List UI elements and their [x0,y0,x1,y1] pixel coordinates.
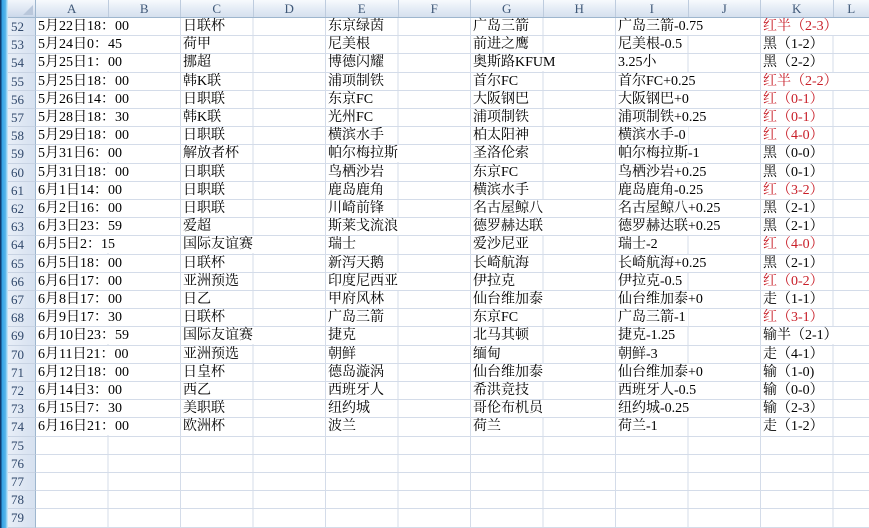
cell-result[interactable]: 走（4-1） [763,346,824,362]
cell-league[interactable]: 挪超 [183,55,211,71]
cell-away[interactable]: 缅甸 [473,346,501,362]
table-row [0,418,869,436]
row-header[interactable]: 68 [0,309,36,327]
cell-date[interactable]: 5月24日0：45 [38,37,122,53]
row-header[interactable]: 78 [0,491,36,509]
row-body[interactable] [36,346,869,364]
cell-date[interactable]: 5月25日18：00 [38,73,129,89]
cell-bet[interactable]: 荷兰-1 [618,419,658,435]
cell-league[interactable]: 日职联 [183,128,225,144]
cell-result[interactable]: 红（4-0） [763,128,824,144]
row-body[interactable] [36,327,869,345]
cell-away[interactable]: 仙台维加泰 [473,364,543,380]
cell-league[interactable]: 日职联 [183,182,225,198]
row-body[interactable] [36,509,869,527]
cell-result[interactable]: 红（3-2） [763,182,824,198]
cell-away[interactable]: 东京FC [473,164,519,180]
cell-date[interactable]: 5月22日18：00 [38,19,129,34]
cell-result[interactable]: 黑（2-1） [763,201,824,217]
row-header[interactable]: 69 [0,327,36,345]
row-body[interactable] [36,455,869,473]
row-body[interactable] [36,291,869,309]
row-body[interactable] [36,91,869,109]
cell-result[interactable]: 输（2-3） [763,401,824,417]
cell-bet[interactable]: 名古屋鲸八+0.25 [618,201,721,217]
row-body[interactable] [36,382,869,400]
cell-date[interactable]: 6月5日2：15 [38,237,115,253]
cell-bet[interactable]: 浦项制铁+0.25 [618,110,707,126]
table-row [0,54,869,72]
column-header-F[interactable]: F [399,0,472,17]
row-header[interactable]: 64 [0,236,36,254]
cell-home[interactable]: 新泻天鹅 [328,255,384,271]
row-header[interactable]: 63 [0,218,36,236]
cell-league[interactable]: 西乙 [183,383,211,399]
cell-bet[interactable]: 鸟栖沙岩+0.25 [618,164,707,180]
cell-home[interactable]: 捷克 [328,328,356,344]
row-header[interactable]: 56 [0,91,36,109]
cell-result[interactable]: 输半（2-1） [763,328,838,344]
row-header[interactable]: 60 [0,164,36,182]
cell-bet[interactable]: 3.25小 [618,55,657,71]
row-body[interactable] [36,54,869,72]
window-left-border [0,0,8,528]
row-body[interactable] [36,437,869,455]
row-body[interactable] [36,36,869,54]
cell-home[interactable]: 横滨水手 [328,128,384,144]
cell-away[interactable]: 柏太阳神 [473,128,529,144]
row-header[interactable]: 53 [0,36,36,54]
table-row [0,437,869,455]
cell-away[interactable]: 伊拉克 [473,273,515,289]
cell-result[interactable]: 走（1-2） [763,419,824,435]
cell-date[interactable]: 6月6日17：00 [38,273,122,289]
cell-away[interactable]: 前进之鹰 [473,37,529,53]
table-row [0,364,869,382]
cell-bet[interactable]: 德罗赫达联+0.25 [618,219,721,235]
cell-bet[interactable]: 朝鲜-3 [618,346,658,362]
table-row [0,36,869,54]
cell-away[interactable]: 大阪钢巴 [473,91,529,107]
cell-league[interactable]: 国际友谊赛 [183,328,253,344]
table-row [0,164,869,182]
row-header[interactable]: 61 [0,182,36,200]
table-row [0,200,869,218]
column-header-row [0,0,869,18]
row-header[interactable]: 76 [0,455,36,473]
table-row [0,400,869,418]
cell-league[interactable]: 日职联 [183,164,225,180]
cell-date[interactable]: 6月9日17：30 [38,310,122,326]
cell-home[interactable]: 印度尼西亚 [328,273,398,289]
row-header[interactable]: 54 [0,54,36,72]
cell-result[interactable]: 红（0-1） [763,91,824,107]
cell-result[interactable]: 红半（2-2） [763,73,838,89]
column-header-L[interactable]: L [834,0,869,17]
cell-bet[interactable]: 仙台维加泰+0 [618,292,703,308]
row-header[interactable]: 58 [0,127,36,145]
row-body[interactable] [36,400,869,418]
cell-date[interactable]: 6月15日7：30 [38,401,122,417]
cell-away[interactable]: 德罗赫达联 [473,219,543,235]
cell-away[interactable]: 圣洛伦索 [473,146,529,162]
cell-league[interactable]: 爱超 [183,219,211,235]
cell-away[interactable]: 北马其顿 [473,328,529,344]
cell-date[interactable]: 6月10日23：59 [38,328,129,344]
cell-bet[interactable]: 尼美根-0.5 [618,37,683,53]
cell-home[interactable]: 博德闪耀 [328,55,384,71]
cell-away[interactable]: 广岛三箭 [473,19,529,34]
row-header[interactable]: 70 [0,346,36,364]
cell-result[interactable]: 走（1-1） [763,292,824,308]
cell-home[interactable]: 德岛漩涡 [328,364,384,380]
row-body[interactable] [36,473,869,491]
cell-result[interactable]: 红（3-1） [763,310,824,326]
row-header[interactable]: 57 [0,109,36,127]
cell-home[interactable]: 鹿岛鹿角 [328,182,384,198]
row-header[interactable]: 75 [0,437,36,455]
row-body[interactable] [36,236,869,254]
cell-result[interactable]: 黑（2-1） [763,219,824,235]
cell-league[interactable]: 日职联 [183,201,225,217]
cell-result[interactable]: 黑（2-1） [763,255,824,271]
row-body[interactable] [36,127,869,145]
cell-bet[interactable]: 大阪钢巴+0 [618,91,689,107]
cell-result[interactable]: 红半（2-3） [763,19,838,34]
cell-away[interactable]: 横滨水手 [473,182,529,198]
cell-date[interactable]: 5月31日18：00 [38,164,129,180]
cell-away[interactable]: 爱沙尼亚 [473,237,529,253]
row-body[interactable] [36,200,869,218]
cell-home[interactable]: 浦项制铁 [328,73,384,89]
cell-bet[interactable]: 西班牙人-0.5 [618,383,697,399]
cell-date[interactable]: 5月31日6：00 [38,146,122,162]
row-body[interactable] [36,418,869,436]
cell-away[interactable]: 浦项制铁 [473,110,529,126]
table-row [0,91,869,109]
cell-away[interactable]: 长崎航海 [473,255,529,271]
column-header-I[interactable]: I [616,0,689,17]
row-header[interactable]: 74 [0,418,36,436]
rows-container [0,18,869,528]
cell-bet[interactable]: 广岛三箭-0.75 [618,19,704,34]
cell-away[interactable]: 荷兰 [473,419,501,435]
cell-home[interactable]: 尼美根 [328,37,370,53]
cell-league[interactable]: 韩K联 [183,73,222,89]
column-header-J[interactable]: J [689,0,762,17]
cell-league[interactable]: 荷甲 [183,37,211,53]
cell-result[interactable]: 黑（1-2） [763,37,824,53]
cell-away[interactable]: 首尔FC [473,73,519,89]
cell-league[interactable]: 欧洲杯 [183,419,225,435]
row-header[interactable]: 65 [0,255,36,273]
column-header-C[interactable]: C [181,0,254,17]
table-row [0,291,869,309]
cell-bet[interactable]: 伊拉克-0.5 [618,273,683,289]
cell-result[interactable]: 输（0-0） [763,383,824,399]
cell-date[interactable]: 6月12日18：00 [38,364,129,380]
column-header-D[interactable]: D [254,0,327,17]
table-row [0,273,869,291]
cell-result[interactable]: 红（0-2） [763,273,824,289]
cell-date[interactable]: 6月1日14：00 [38,182,122,198]
cell-bet[interactable]: 长崎航海+0.25 [618,255,707,271]
cell-away[interactable]: 名古屋鲸八 [473,201,543,217]
table-row [0,218,869,236]
cell-date[interactable]: 5月26日14：00 [38,91,129,107]
row-body[interactable] [36,255,869,273]
cell-away[interactable]: 东京FC [473,310,519,326]
table-row [0,491,869,509]
cell-bet[interactable]: 鹿岛鹿角-0.25 [618,182,704,198]
table-row [0,73,869,91]
row-header[interactable]: 52 [0,18,36,36]
column-header-G[interactable]: G [471,0,544,17]
row-body[interactable] [36,109,869,127]
cell-date[interactable]: 5月25日1：00 [38,55,122,71]
cell-away[interactable]: 仙台维加泰 [473,292,543,308]
column-header-B[interactable]: B [109,0,182,17]
row-header[interactable]: 55 [0,73,36,91]
cell-date[interactable]: 5月28日18：30 [38,110,129,126]
table-row [0,509,869,527]
row-header[interactable]: 71 [0,364,36,382]
row-body[interactable] [36,73,869,91]
cell-league[interactable]: 国际友谊赛 [183,237,253,253]
cell-bet[interactable]: 横滨水手-0 [618,128,686,144]
cell-date[interactable]: 6月3日23：59 [38,219,122,235]
cell-date[interactable]: 5月29日18：00 [38,128,129,144]
cell-bet[interactable]: 首尔FC+0.25 [618,73,696,89]
table-row [0,327,869,345]
cell-date[interactable]: 6月8日17：00 [38,292,122,308]
cell-away[interactable]: 奥斯路KFUM [473,55,556,71]
cell-date[interactable]: 6月16日21：00 [38,419,129,435]
cell-bet[interactable]: 捷克-1.25 [618,328,676,344]
row-body[interactable] [36,145,869,163]
table-row [0,382,869,400]
row-header[interactable]: 66 [0,273,36,291]
cell-away[interactable]: 希洪竞技 [473,383,529,399]
select-all-triangle-icon [23,5,33,15]
table-row [0,455,869,473]
cell-league[interactable]: 解放者杯 [183,146,239,162]
cell-league[interactable]: 日职联 [183,91,225,107]
cell-home[interactable]: 东京FC [328,91,374,107]
row-header[interactable]: 77 [0,473,36,491]
row-body[interactable] [36,218,869,236]
cell-home[interactable]: 斯莱戈流浪 [328,219,398,235]
row-body[interactable] [36,18,869,36]
cell-date[interactable]: 6月5日18：00 [38,255,122,271]
table-row [0,127,869,145]
row-header[interactable]: 59 [0,145,36,163]
cell-home[interactable]: 朝鲜 [328,346,356,362]
row-body[interactable] [36,164,869,182]
cell-bet[interactable]: 纽约城-0.25 [618,401,690,417]
cell-result[interactable]: 黑（0-1） [763,164,824,180]
cell-league[interactable]: 亚洲预选 [183,273,239,289]
row-header[interactable]: 62 [0,200,36,218]
cell-bet[interactable]: 广岛三箭-1 [618,310,686,326]
cell-home[interactable]: 帕尔梅拉斯 [328,146,398,162]
cell-league[interactable]: 日联杯 [183,310,225,326]
cell-home[interactable]: 波兰 [328,419,356,435]
table-row [0,346,869,364]
cell-league[interactable]: 日乙 [183,292,211,308]
cell-date[interactable]: 6月2日16：00 [38,201,122,217]
row-body[interactable] [36,273,869,291]
table-row [0,182,869,200]
cell-bet[interactable]: 帕尔梅拉斯-1 [618,146,700,162]
cell-date[interactable]: 6月11日21：00 [38,346,129,362]
cell-date[interactable]: 6月14日3：00 [38,383,122,399]
row-body[interactable] [36,182,869,200]
table-row [0,309,869,327]
row-body[interactable] [36,491,869,509]
table-row [0,255,869,273]
cell-bet[interactable]: 仙台维加泰+0 [618,364,703,380]
row-body[interactable] [36,309,869,327]
cell-home[interactable]: 甲府风林 [328,292,384,308]
cell-home[interactable]: 西班牙人 [328,383,384,399]
cell-home[interactable]: 广岛三箭 [328,310,384,326]
cell-league[interactable]: 美职联 [183,401,225,417]
cell-league[interactable]: 韩K联 [183,110,222,126]
cell-home[interactable]: 纽约城 [328,401,370,417]
table-row [0,473,869,491]
cell-result[interactable]: 输（1-0) [763,364,815,380]
cell-away[interactable]: 哥伦布机员 [473,401,543,417]
row-header[interactable]: 73 [0,400,36,418]
column-header-H[interactable]: H [544,0,617,17]
cell-home[interactable]: 瑞士 [328,237,356,253]
table-row [0,145,869,163]
table-row [0,18,869,36]
cell-league[interactable]: 亚洲预选 [183,346,239,362]
table-row [0,236,869,254]
cell-home[interactable]: 川崎前锋 [328,201,384,217]
cell-league[interactable]: 日皇杯 [183,364,225,380]
row-header[interactable]: 67 [0,291,36,309]
cell-result[interactable]: 红（4-0） [763,237,824,253]
cell-bet[interactable]: 瑞士-2 [618,237,658,253]
cell-home[interactable]: 东京绿茵 [328,19,384,34]
cell-result[interactable]: 黑（0-0） [763,146,824,162]
row-body[interactable] [36,364,869,382]
cell-result[interactable]: 红（0-1） [763,110,824,126]
column-header-E[interactable]: E [326,0,399,17]
cell-result[interactable]: 黑（2-2） [763,55,824,71]
row-header[interactable]: 72 [0,382,36,400]
cell-home[interactable]: 光州FC [328,110,374,126]
table-row [0,109,869,127]
column-header-A[interactable]: A [36,0,109,17]
column-header-K[interactable]: K [761,0,834,17]
row-header[interactable]: 79 [0,509,36,527]
cell-league[interactable]: 日联杯 [183,255,225,271]
cell-league[interactable]: 日联杯 [183,19,225,34]
cell-home[interactable]: 鸟栖沙岩 [328,164,384,180]
